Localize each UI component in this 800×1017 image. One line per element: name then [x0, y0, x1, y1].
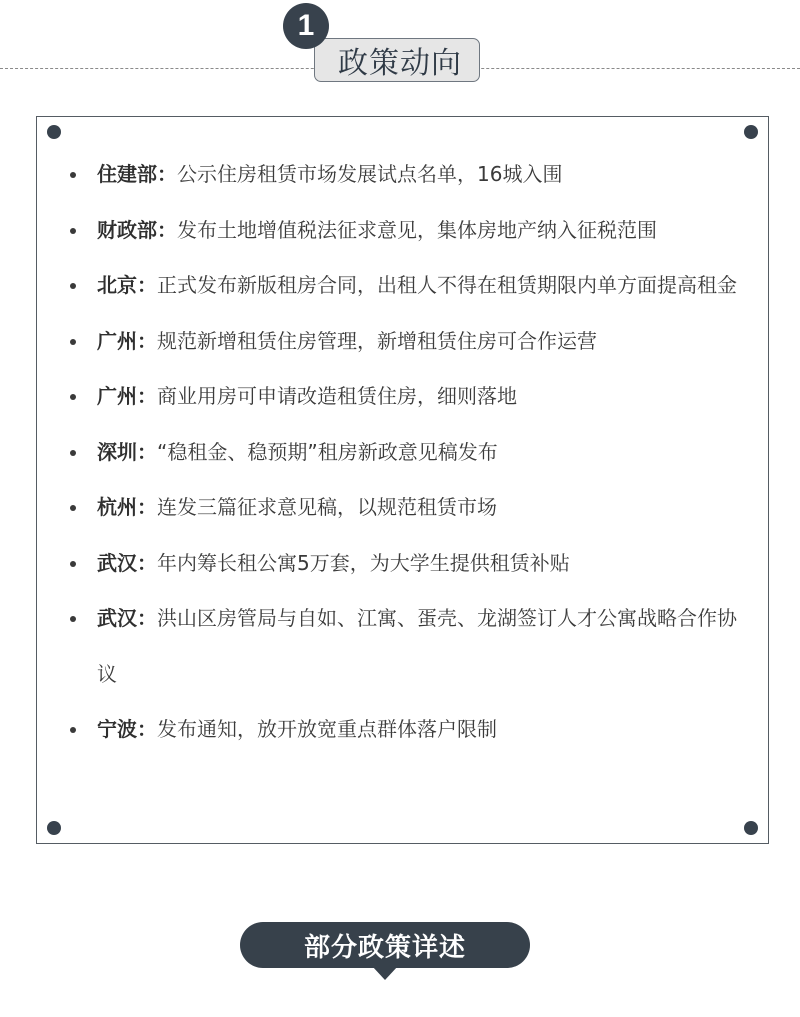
- policy-text: 洪山区房管局与自如、江寓、蛋壳、龙湖签订人才公寓战略合作协议: [97, 606, 737, 686]
- policy-source: 北京：: [97, 273, 157, 297]
- policy-item: [37, 425, 768, 481]
- section-banner: [240, 922, 530, 968]
- policy-item: [37, 369, 768, 425]
- policy-text: 正式发布新版租房合同，出租人不得在租赁期限内单方面提高租金: [157, 273, 737, 297]
- policy-item: [37, 314, 768, 370]
- policy-source: 住建部：: [97, 162, 177, 186]
- corner-dot-icon: [744, 821, 758, 835]
- bullet-icon: [70, 283, 76, 289]
- policy-item: [37, 203, 768, 259]
- policy-text: 年内筹长租公寓5万套，为大学生提供租赁补贴: [157, 550, 570, 575]
- policy-source: 广州：: [97, 328, 157, 353]
- bullet-icon: [70, 561, 76, 567]
- policy-text: 规范新增租赁住房管理，新增租赁住房可合作运营: [157, 328, 597, 353]
- bullet-icon: [70, 727, 76, 733]
- policy-source: 宁波：: [97, 717, 157, 741]
- banner-title: 部分政策详述: [303, 932, 466, 963]
- corner-dot-icon: [744, 125, 758, 139]
- bullet-icon: [70, 339, 76, 345]
- policy-text: 公示住房租赁市场发展试点名单，16城入围: [177, 162, 563, 186]
- policy-source: 财政部：: [97, 217, 177, 242]
- bullet-icon: [70, 505, 76, 511]
- bullet-icon: [70, 172, 76, 178]
- policy-item: [37, 702, 768, 758]
- bullet-icon: [70, 228, 76, 234]
- bullet-icon: [70, 394, 76, 400]
- policy-text: 商业用房可申请改造租赁住房，细则落地: [157, 384, 517, 408]
- policy-text: “稳租金、稳预期”租房新政意见稿发布: [157, 439, 498, 464]
- policy-item: [37, 258, 768, 314]
- policy-item: [37, 536, 768, 592]
- policy-source: 广州：: [97, 384, 157, 408]
- corner-dot-icon: [47, 821, 61, 835]
- policy-text: 发布通知，放开放宽重点群体落户限制: [157, 717, 497, 741]
- banner-pointer-icon: [372, 966, 398, 980]
- section-title-box: [314, 38, 480, 82]
- policy-text: 连发三篇征求意见稿，以规范租赁市场: [157, 495, 497, 519]
- section-number-badge: 1: [283, 3, 329, 49]
- policy-source: 杭州：: [97, 495, 157, 519]
- section-title: 政策动向: [338, 46, 462, 81]
- bullet-icon: [70, 616, 76, 622]
- policy-source: 武汉：: [97, 550, 157, 575]
- policy-item: [37, 480, 768, 536]
- policy-source: 武汉：: [97, 606, 157, 630]
- policy-item: [37, 591, 768, 702]
- policy-list: [37, 147, 768, 758]
- policy-text: 发布土地增值税法征求意见，集体房地产纳入征税范围: [177, 217, 657, 242]
- policy-item: [37, 147, 768, 203]
- policy-source: 深圳：: [97, 439, 157, 464]
- corner-dot-icon: [47, 125, 61, 139]
- policy-card: [36, 116, 769, 844]
- bullet-icon: [70, 450, 76, 456]
